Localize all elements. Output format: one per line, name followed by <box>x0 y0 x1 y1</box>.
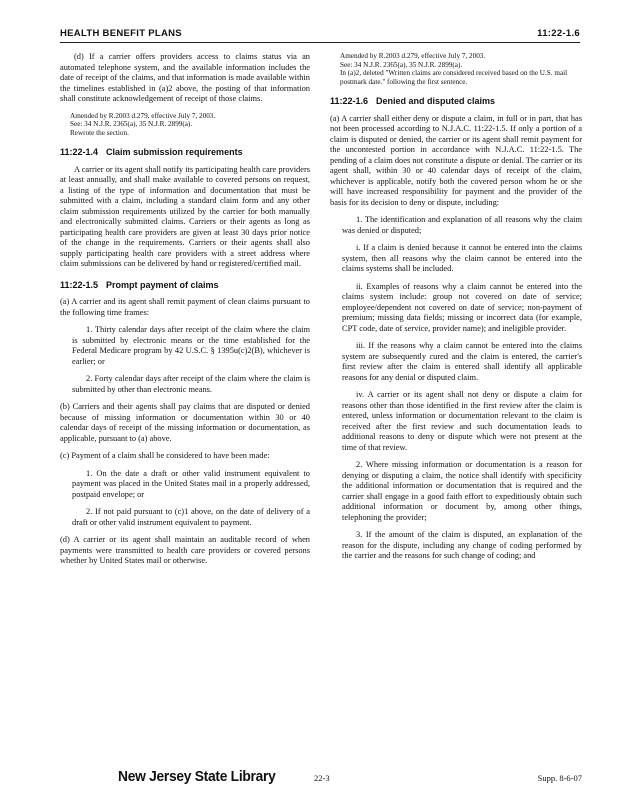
paragraph-c1: 1. On the date a draft or other valid instrument equivalent to payment was placed in the United States mail in a properly addressed, postpaid envelope; or <box>72 468 310 499</box>
section-heading-1-5: 11:22-1.5 Prompt payment of claims <box>60 279 219 290</box>
paragraph-b: (b) Carriers and their agents shall pay claims that are disputed or denied because of missing information or documentation within 30 or 40 calendar days of receipt of the missing information or documentation, as applicable, pursuant to (a) above. <box>60 402 310 443</box>
paragraph-i: i. If a claim is denied because it cannot be entered into the claims system, then all reasons why the claim cannot be entered into the claims systems shall be included. <box>342 243 582 274</box>
paragraph-a-denied: (a) A carrier shall either deny or dispute a claim, in full or in part, that has not been processed according to N.J.A.C. 11:22-1.5. If only a portion of a claim is disputed or denied, the carrier or its agent shall remit payment for the uncontested portion in accordance with N.J.A.C. 11:22-1.5. The pending of a claim does not constitute a dispute or denial. The carrier or its agent shall, within 30 or 40 calendar days of receipt of the claim, whichever is applicable, notify both the covered person whom he or she will have increased responsibility for payment and the provider of the basis for its decision to deny or dispute, including: <box>330 113 582 207</box>
paragraph-c: (c) Payment of a claim shall be considered to have been made: <box>60 451 270 461</box>
page-number: 22-3 <box>314 773 330 783</box>
section-1-4-body: A carrier or its agent shall notify its participating health care providers at least annually, and shall make available to covered persons on request, a listing of the type of information and documentation that must be submitted with a claim, including a standard claim form and any other claim submission requirements utilized by the carrier for both manually and electronically submitted claims. Carriers or their agents as long as participating health care providers are given at least 30 days prior notice of the change in the requirements. Carriers or their agents shall also supply participating health care providers with a street address where claim submissions can be delivered by hand or registered/certified mail. <box>60 164 310 269</box>
paragraph-2: 2. Where missing information or documentation is a reason for denying or disputing a claim, the notice shall identify with specificity the additional information or documentation that is required and the carrier shall engage in a good faith effort to expeditiously obtain such additional information or document by, among other things, telephoning the provider; <box>342 460 582 522</box>
paragraph-a1: 1. Thirty calendar days after receipt of the claim where the claim is submitted by electronic means or the time established for the Federal Medicare program by 42 U.S.C. § 1395u(c)2(B), whichever is earlier; or <box>72 325 310 366</box>
paragraph-c2: 2. If not paid pursuant to (c)1 above, on the date of delivery of a draft or other valid instrument equivalent to payment. <box>72 507 310 527</box>
library-logo: New Jersey State Library <box>118 768 276 785</box>
history-note: Amended by R.2003 d.279, effective July 7, 2003. See: 34 N.J.R. 2365(a), 35 N.J.R. 2899(a). In (a)2, deleted "Written claims are considered received based on the U.S. mail postmark date." following the first sentence. <box>340 52 568 86</box>
paragraph-a: (a) A carrier and its agent shall remit payment of clean claims pursuant to the following time frames: <box>60 297 310 317</box>
paragraph-ii: ii. Examples of reasons why a claim cannot be entered into the claims system include: group not covered on date of service; employee/dependent not covered on date of service; non-payment of premium; missing data fields; missing or incorrect data (for example, CPT code, date of service, provider name); and ineligible provider. <box>342 281 582 333</box>
paragraph-1: 1. The identification and explanation of all reasons why the claim was denied or disputed; <box>342 215 582 235</box>
paragraph-3: 3. If the amount of the claim is disputed, an explanation of the reason for the dispute, including any change of coding performed by the carrier and the reasons for such change of coding; and <box>342 530 582 561</box>
running-header <box>60 26 580 43</box>
header-title: HEALTH BENEFIT PLANS <box>60 28 182 39</box>
right-column <box>330 52 582 569</box>
paragraph-a2: 2. Forty calendar days after receipt of the claim where the claim is submitted by other than electronic means. <box>72 374 310 394</box>
paragraph-d-record: (d) A carrier or its agent shall maintain an auditable record of when payments were transmitted to health care providers or covered persons whether by United States mail or otherwise. <box>60 535 310 566</box>
left-column <box>60 52 310 574</box>
history-note: Amended by R.2003 d.279, effective July 7, 2003. See: 34 N.J.R. 2365(a), 35 N.J.R. 2899(a). Rewrote the section. <box>70 111 216 137</box>
supplement-date: Supp. 8-6-07 <box>537 773 582 783</box>
page-footer <box>60 768 582 789</box>
section-heading-1-4: 11:22-1.4 Claim submission requirements <box>60 147 243 158</box>
section-heading-1-6: 11:22-1.6 Denied and disputed claims <box>330 96 496 107</box>
paragraph-d-claims-status: (d) If a carrier offers providers access to claims status via an automated telephone system, and the available information includes the date of receipt of the claims, and that information is made available within the timelines established in (a)2 above, the posting of that information shall constitute acknowledgement of receipt of those claims. <box>60 52 310 103</box>
paragraph-iv: iv. A carrier or its agent shall not deny or dispute a claim for reasons other than those identified in the first review after the claim is entered, unless information or documentation relevant to the claim is received after the first review and such documentation leads to additional reasons to deny or dispute which were not present at the time of that review. <box>342 390 582 452</box>
paragraph-iii: iii. If the reasons why a claim cannot be entered into the claims system are subsequently cured and the claim is entered, the carrier's first review after the claim is entered shall identify all applicable reasons for any denial or disputed claim. <box>342 341 582 382</box>
header-section: 11:22-1.6 <box>537 28 580 39</box>
